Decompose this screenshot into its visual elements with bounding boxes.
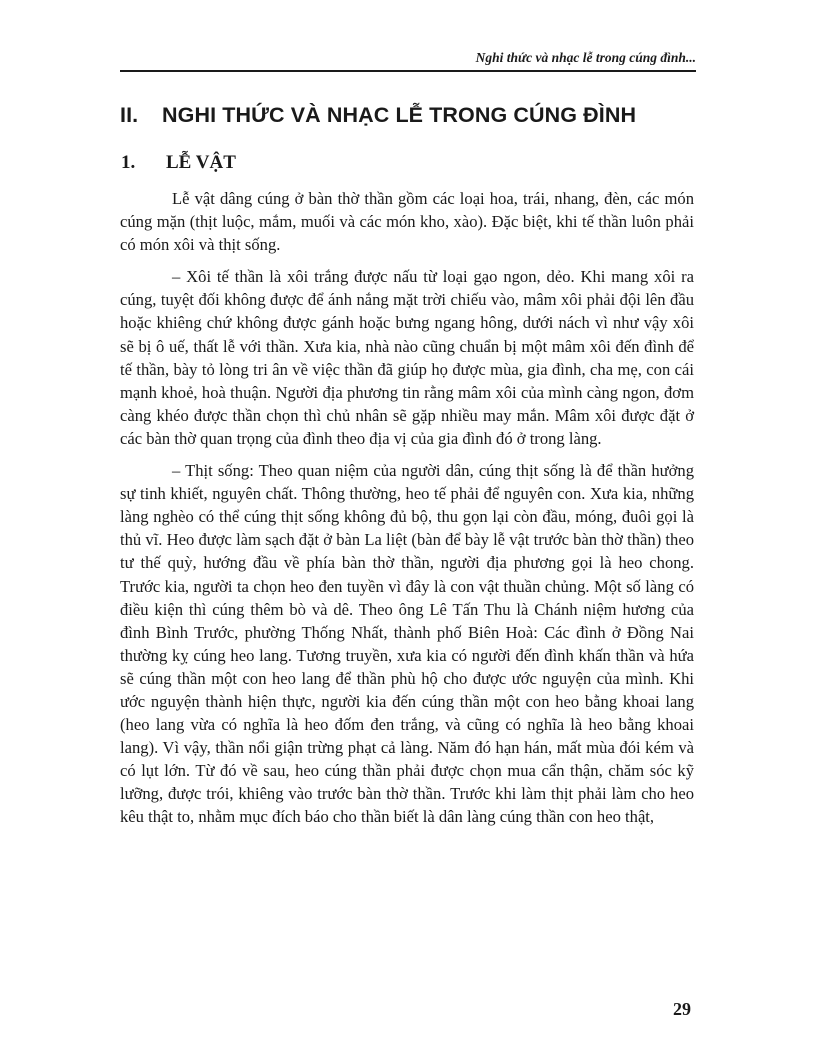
body-text <box>120 187 694 838</box>
subsection-title: LỄ VẬT <box>166 152 236 173</box>
page-number: 29 <box>673 999 691 1019</box>
section-heading <box>120 103 696 128</box>
paragraph: – Xôi tế thần là xôi trắng được nấu từ loại gạo ngon, dẻo. Khi mang xôi ra cúng, tuyệt đối không được để ánh nắng mặt trời chiếu vào, mâm xôi phải đội lên đầu hoặc khiêng chứ không được gánh hoặc bưng ngang hông, dưới nách vì như vậy xôi sẽ bị ô uế, thất lễ với thần. Xưa kia, nhà nào cũng chuẩn bị một mâm xôi đến đình để tế thần, bày tỏ lòng tri ân về việc thần đã giúp họ được mùa, gia đình, cha mẹ, con cái mạnh khoẻ, hoà thuận. Người địa phương tin rằng mâm xôi của mình càng ngon, đơm càng khéo được thần chọn thì chủ nhân sẽ gặp nhiều may mắn. Mâm xôi được đặt ở các bàn thờ quan trọng của đình theo địa vị của gia đình đó ở trong làng. <box>120 267 694 448</box>
subsection-heading <box>121 152 697 174</box>
subsection-number: 1. <box>121 152 136 173</box>
paragraph: – Thịt sống: Theo quan niệm của người dân, cúng thịt sống là để thần hưởng sự tinh khiết, nguyên chất. Thông thường, heo tế phải để nguyên con. Xưa kia, những làng nghèo có thể cúng thịt sống không đủ bộ, thu gọn lại còn đầu, móng, đuôi gọi là thủ vĩ. Heo được làm sạch đặt ở bàn La liệt (bàn để bày lễ vật trước bàn thờ thần) theo tư thế quỳ, hướng đầu về phía bàn thờ thần, người địa phương gọi là heo chong. Trước kia, người ta chọn heo đen tuyền vì đây là con vật thuần chủng. Một số làng có điều kiện thì cúng thêm bò và dê. Theo ông Lê Tấn Thu là Chánh niệm hương của đình Bình Trước, phường Thống Nhất, thành phố Biên Hoà: Các đình ở Đồng Nai thường kỵ cúng heo lang. Tương truyền, xưa kia có người đến đình khấn thần và hứa sẽ cúng thần một con heo lang để thần phù hộ cho được ước nguyện của mình. Khi ước nguyện thành hiện thực, người kia đến cúng thần một con heo bằng khoai lang (heo lang vừa có nghĩa là heo đốm đen trắng, và cũng có nghĩa là heo bằng khoai lang). Vì vậy, thần nổi giận trừng phạt cả làng. Năm đó hạn hán, mất mùa đói kém và có lụt lớn. Từ đó về sau, heo cúng thần phải được chọn mua cẩn thận, chăm sóc kỹ lưỡng, được trói, khiêng vào trước bàn thờ thần. Trước khi làm thịt phải làm cho heo kêu thật to, nhằm mục đích báo cho thần biết là dân làng cúng thần con heo thật, <box>120 461 694 827</box>
section-title: NGHI THỨC VÀ NHẠC LỄ TRONG CÚNG ĐÌNH <box>162 103 637 127</box>
paragraph: Lễ vật dâng cúng ở bàn thờ thần gồm các loại hoa, trái, nhang, đèn, các món cúng mặn (thịt luộc, mắm, muối và các món kho, xào). Đặc biệt, khi tế thần luôn phải có món xôi và thịt sống. <box>120 189 694 255</box>
header-rule <box>120 70 696 72</box>
section-number: II. <box>120 103 139 127</box>
running-header: Nghi thức và nhạc lễ trong cúng đình... <box>475 50 696 65</box>
